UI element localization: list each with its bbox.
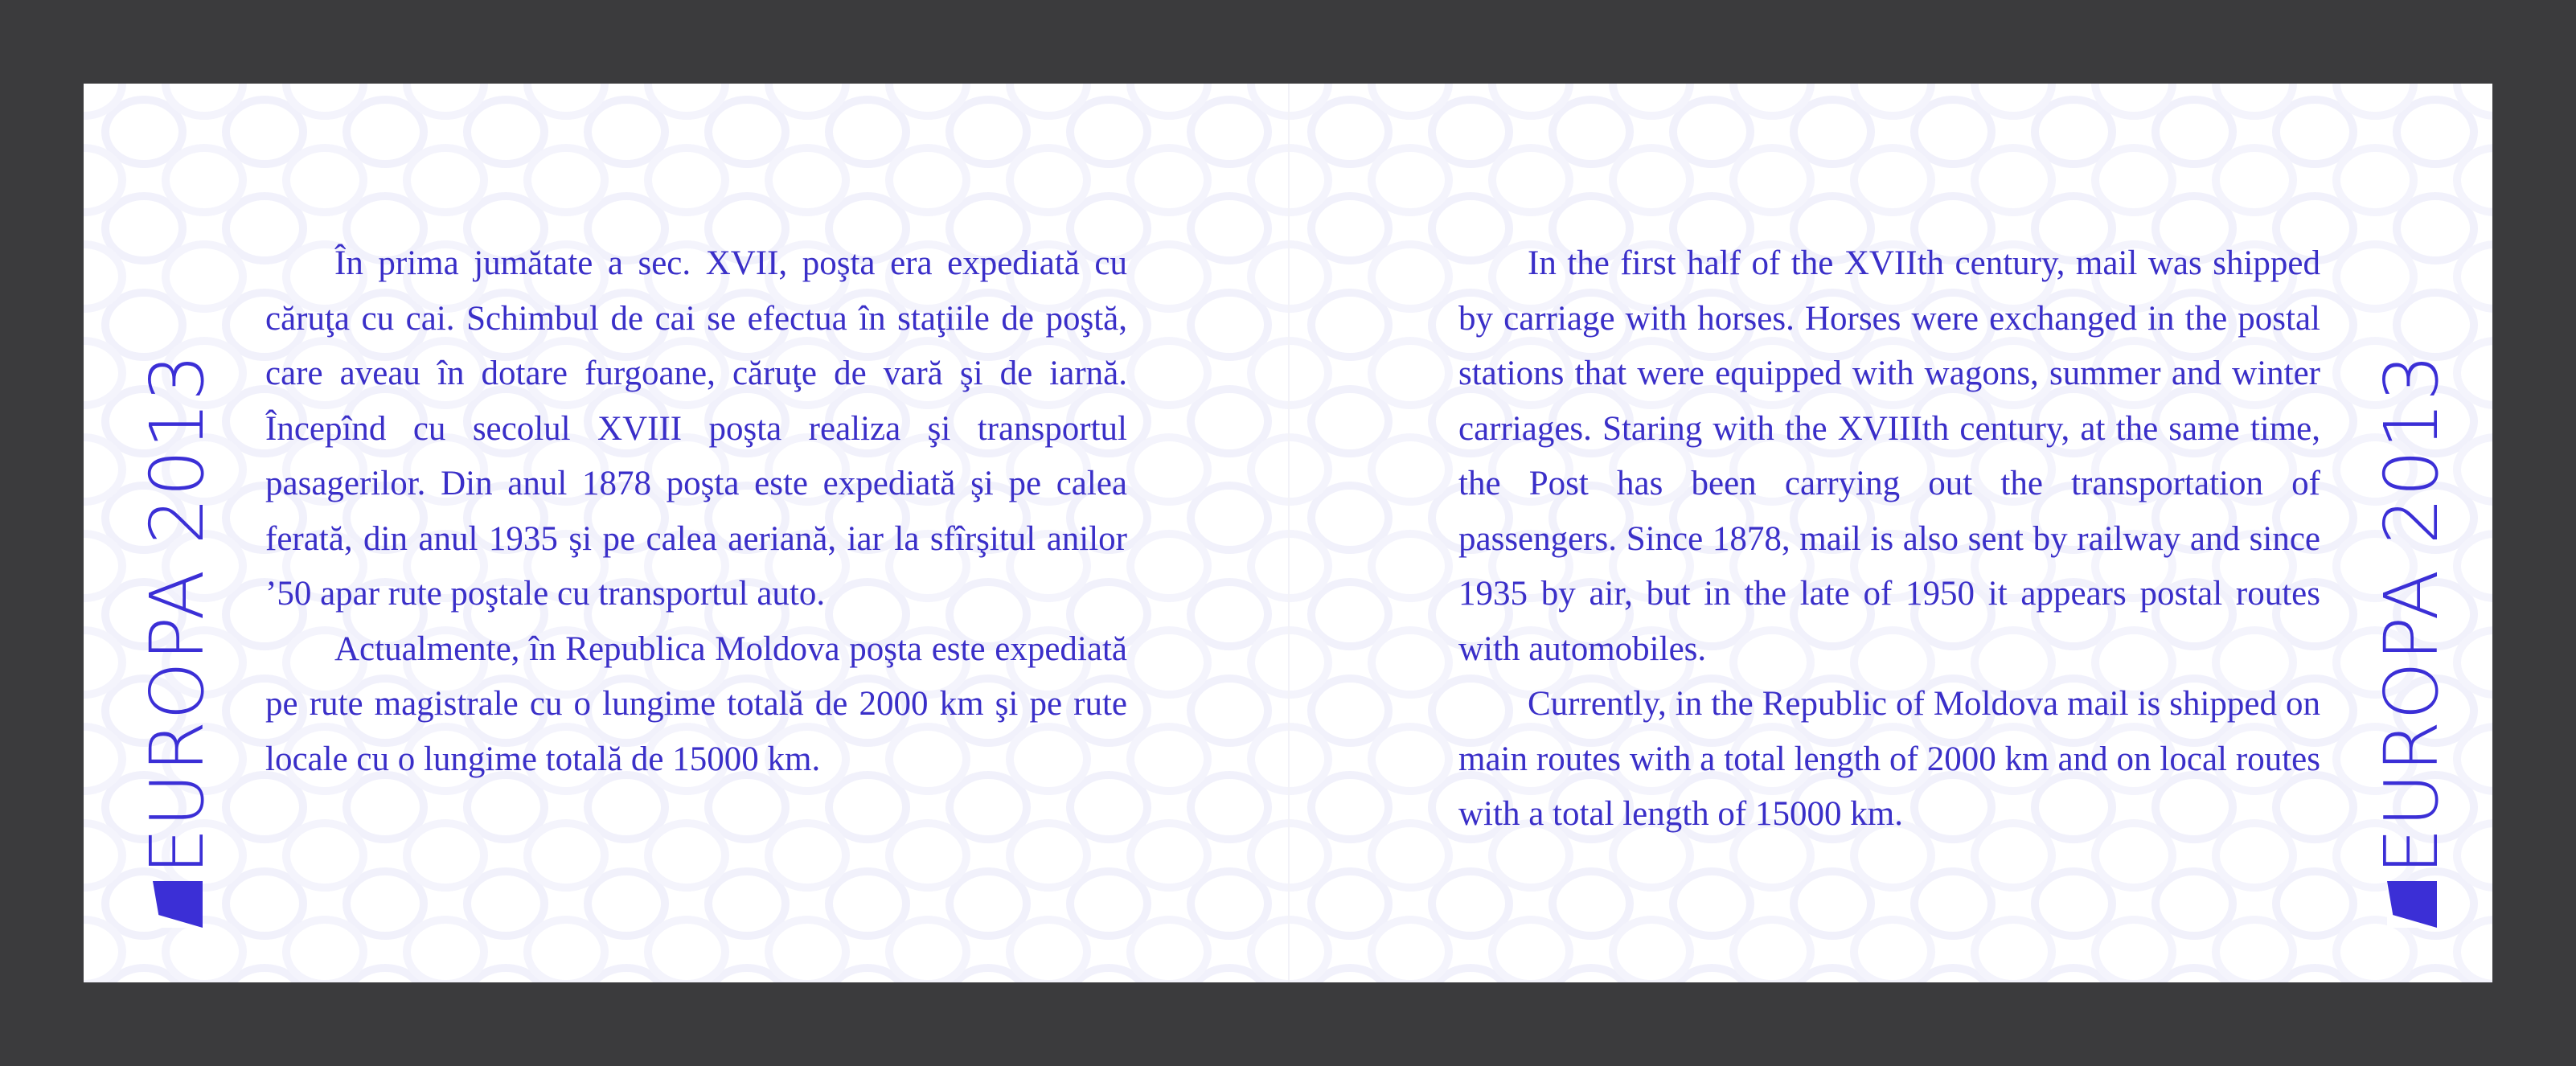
center-fold xyxy=(1288,84,1290,982)
europa-flag-icon xyxy=(2387,881,2437,928)
europa-logo-text: EUROPA 2013 xyxy=(2369,353,2455,875)
english-text xyxy=(1458,236,2320,843)
europa-logo-text: EUROPA 2013 xyxy=(134,353,220,875)
europa-logo-right xyxy=(2369,317,2455,928)
booklet-page xyxy=(84,84,2492,982)
romanian-paragraph: În prima jumătate a sec. XVII, poşta era expediată cu căruţa cu cai. Schimbul de cai se efectua în staţiile de poştă, care aveau în dotare furgoane, căruţe de vară şi de iarnă. Începînd cu secolul XVIII poşta realiza şi transportul pasagerilor. Din anul 1878 poşta este expediată şi pe calea ferată, din anul 1935 şi pe calea aeriană, iar la sfîrşitul anilor ’50 apar rute poştale cu transportul auto. xyxy=(265,244,1127,613)
english-paragraph: In the first half of the XVIIth century, mail was shipped by carriage with horses. Horses were exchanged in the postal stations that were equipped with wagons, summer and winter carriages. Staring with the XVIIIth century, at the same time, the Post has been carrying out the transportation of passengers. Since 1878, mail is also sent by railway and since 1935 by air, but in the late of 1950 it appears postal routes with automobiles. xyxy=(1458,244,2320,668)
europa-flag-icon xyxy=(153,881,203,928)
europa-logo-left xyxy=(134,317,220,928)
romanian-text xyxy=(265,236,1127,787)
romanian-paragraph: Actualmente, în Republica Moldova poşta este expediată pe rute magistrale cu o lungime totală de 2000 km şi pe rute locale cu o lungime totală de 15000 km. xyxy=(265,629,1127,778)
english-paragraph: Currently, in the Republic of Moldova mail is shipped on main routes with a total length of 2000 km and on local routes with a total length of 15000 km. xyxy=(1458,685,2320,833)
